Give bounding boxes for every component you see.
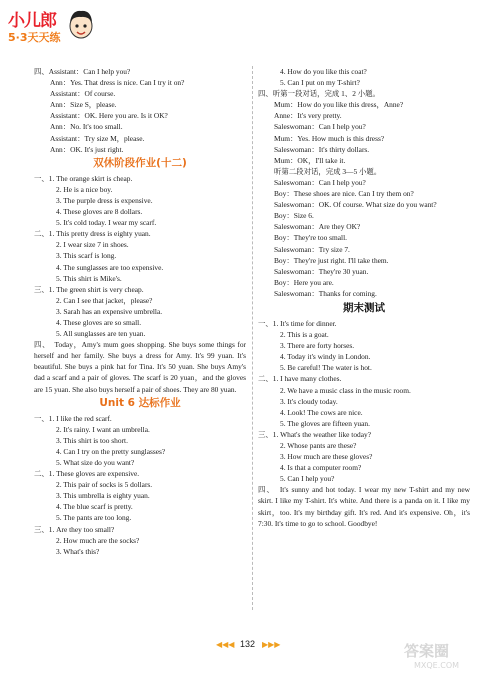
answer-line: 5. The pants are too long.: [56, 513, 132, 523]
left-part-one: [34, 173, 246, 339]
right-top-section: [258, 66, 470, 299]
answer-line: 三、1. Are they too small?: [34, 524, 115, 534]
mascot-icon: [66, 8, 96, 42]
answer-line: 5. It's cold today. I wear my scarf.: [56, 218, 157, 228]
answer-line: Saleswoman：Are they OK?: [274, 222, 361, 232]
answer-line: 4. These gloves are 8 dollars.: [56, 207, 143, 217]
answer-line: Anne：It's very pretty.: [274, 111, 342, 121]
answer-line: 3. The purple dress is expensive.: [56, 195, 153, 205]
answer-line: 一、1. The orange skirt is cheap.: [34, 173, 133, 183]
answer-line: Saleswoman：It's thirty dollars.: [274, 144, 370, 154]
answer-line: 3. How much are these gloves?: [280, 452, 373, 462]
answer-line: 2. Whose pants are these?: [280, 441, 357, 450]
answer-line: Ann：No. It's too small.: [50, 122, 123, 132]
watermark-logo: [404, 640, 492, 670]
answer-line: 5. Can I help you?: [280, 474, 335, 484]
page-number: 132: [240, 639, 256, 649]
answer-line: Saleswoman：Thanks for coming.: [274, 288, 377, 298]
answer-line: 4. Is that a computer room?: [280, 463, 362, 473]
answer-line: 一、1. I like the red scarf.: [34, 413, 112, 423]
answer-line: Mum：How do you like this dress，Anne?: [274, 100, 404, 110]
answer-line: Mum：Yes. How much is this dress?: [274, 133, 385, 143]
answer-line: Assistant：Of course.: [50, 89, 116, 99]
answer-line: 3. This shirt is too short.: [56, 435, 128, 445]
answer-line: 4. The blue scarf is pretty.: [56, 502, 133, 512]
left-column: [34, 66, 246, 557]
answer-line: Boy：These shoes are nice. Can I try them on?: [274, 189, 414, 199]
answer-line: Ann：Size S，please.: [50, 100, 117, 110]
answer-line: Boy：Size 6.: [274, 211, 314, 221]
answer-line: Mum：OK，I'll take it.: [274, 155, 346, 165]
answer-line: Assistant：OK. Here you are. Is it OK?: [50, 111, 168, 121]
answer-line: 4. The sunglasses are too expensive.: [56, 262, 164, 272]
heading-final-test: 期末测试: [343, 301, 385, 314]
watermark-title: 答案圈: [404, 642, 450, 660]
answer-line: 4. Today it's windy in London.: [280, 352, 371, 362]
watermark-url: MXQE.COM: [414, 661, 460, 670]
heading-weekend-homework: 双休阶段作业(十二): [93, 156, 187, 169]
answer-line: 5. Can I put on my T-shirt?: [280, 78, 360, 88]
answer-line: 2. This is a goat.: [280, 330, 329, 340]
answer-line: 5. This shirt is Mike's.: [56, 273, 122, 283]
answer-line: 听第二段对话，完成 3—5 小题。: [274, 166, 382, 176]
logo-subtitle: 5·3天天练: [8, 31, 61, 44]
answer-line: 5. The gloves are fifteen yuan.: [280, 418, 370, 428]
answer-line: 4. These gloves are so small.: [56, 317, 142, 327]
brand-logo: [8, 6, 98, 50]
answer-line: 3. This umbrella is eighty yuan.: [56, 491, 150, 501]
answer-line: 5. All sunglasses are ten yuan.: [56, 329, 146, 339]
answer-line: 2. He is a nice boy.: [56, 184, 113, 194]
answer-line: 二、1. These gloves are expensive.: [34, 469, 140, 479]
answer-line: 3. There are forty horses.: [280, 341, 355, 351]
answer-line: 三、1. The green shirt is very cheap.: [34, 284, 144, 294]
next-arrows-icon: ▶▶▶: [262, 640, 281, 649]
right-column: [258, 66, 470, 529]
right-bottom-section: [258, 318, 470, 484]
answer-line: 2. We have a music class in the music room.: [280, 385, 411, 395]
answer-line: 四、Assistant：Can I help you?: [34, 67, 131, 76]
answer-line: 2. I wear size 7 in shoes.: [56, 240, 129, 250]
answer-line: 2. This pair of socks is 5 dollars.: [56, 480, 153, 490]
answer-line: Saleswoman：OK. Of course. What size do you want?: [274, 200, 437, 210]
answer-line: Boy：Here you are.: [274, 277, 334, 287]
left-part-two: [34, 413, 246, 557]
answer-line: Saleswoman：Try size 7.: [274, 244, 350, 254]
answer-line: 3. What's this?: [56, 546, 100, 556]
left-part-one-paragraph: 四、 Today，Amy's mum goes shopping. She buys some things for herself and her family. She buys a dress for Amy. It's 99 yuan. It's beautiful. She buys a pink hat for Tina. It's 50 yuan. She buys Amy's dad a scarf and a pair of gloves. The scarf is 20 yuan，and the gloves are 15 yuan. She also buys herself a pair of shoes. They are 80 yuan.: [34, 340, 246, 394]
answer-line: 3. It's cloudy today.: [280, 396, 338, 406]
answer-line: 5. Be careful! The water is hot.: [280, 363, 372, 373]
answer-line: Saleswoman：Can I help you?: [274, 177, 366, 187]
answer-line: 2. It's rainy. I want an umbrella.: [56, 424, 150, 434]
answer-line: Boy：They're just right. I'll take them.: [274, 255, 389, 265]
answer-line: 二、1. I have many clothes.: [258, 374, 342, 384]
answer-line: Saleswoman：They're 30 yuan.: [274, 266, 369, 276]
answer-line: 3. This scarf is long.: [56, 251, 117, 261]
left-section-four: [34, 66, 246, 155]
answer-line: 4. How do you like this coat?: [280, 67, 367, 76]
answer-line: Boy：They're too small.: [274, 233, 347, 243]
prev-arrows-icon: ◀◀◀: [216, 640, 235, 649]
answer-line: Assistant：Try size M，please.: [50, 133, 145, 143]
answer-line: Ann：OK. It's just right.: [50, 144, 124, 154]
answer-line: Saleswoman：Can I help you?: [274, 122, 366, 132]
answer-line: Ann：Yes. That dress is nice. Can I try it on?: [50, 78, 185, 88]
answer-line: 4. Can I try on the pretty sunglasses?: [56, 446, 166, 456]
answer-line: 三、1. What's the weather like today?: [258, 429, 371, 439]
answer-line: 3. Sarah has an expensive umbrella.: [56, 306, 163, 316]
logo-title: 小儿郎: [8, 11, 56, 31]
answer-line: 4. Look! The cows are nice.: [280, 407, 363, 417]
right-bottom-paragraph: 四、 It's sunny and hot today. I wear my new T-shirt and my new skirt. I like my T-shirt. It's white. And there is a panda on it. I like my skirt，too. It's my birthday gift. It's red. And it's expensive. Oh，it's 7:30. It's time to go to school. Goodbye!: [258, 485, 470, 528]
answer-line: 2. How much are the socks?: [56, 535, 140, 545]
answer-line: 5. What size do you want?: [56, 458, 135, 467]
answer-line: 四、听第一段对话，完成 1、2 小题。: [258, 89, 380, 99]
column-divider: [252, 66, 253, 610]
answer-line: 一、1. It's time for dinner.: [258, 318, 337, 328]
answer-line: 2. Can I see that jacket，please?: [56, 295, 153, 305]
heading-unit-six: Unit 6 达标作业: [99, 396, 181, 409]
answer-line: 二、1. This pretty dress is eighty yuan.: [34, 229, 151, 239]
